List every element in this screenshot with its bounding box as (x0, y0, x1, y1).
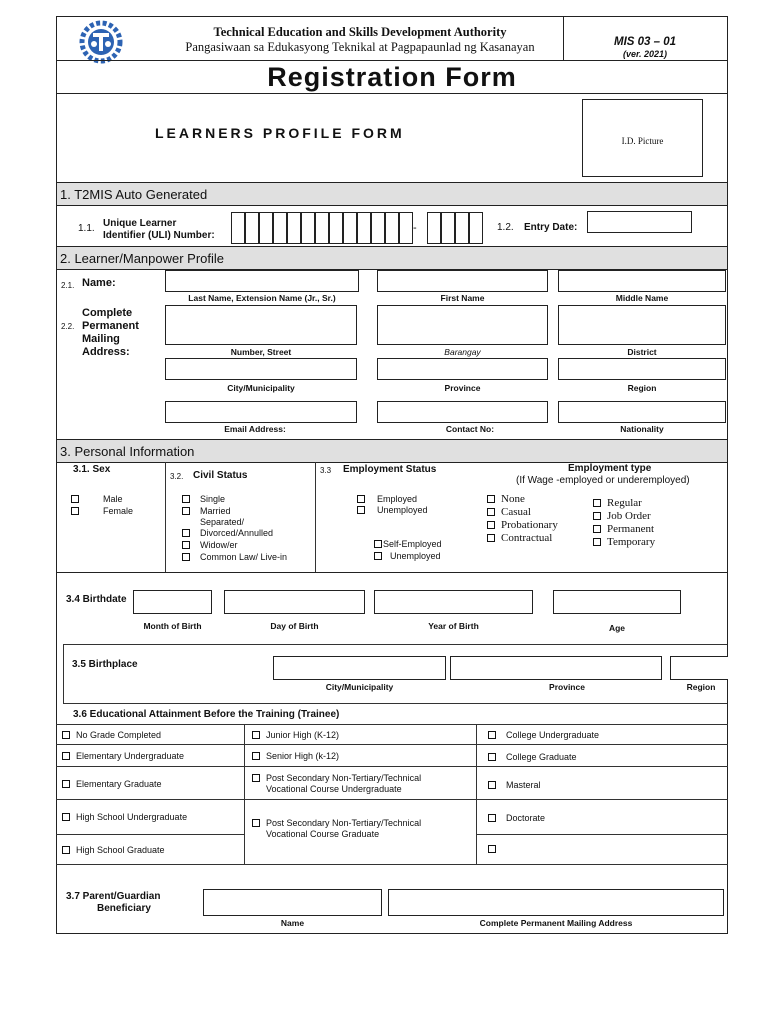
district-field[interactable] (558, 305, 726, 345)
id-picture-label: I.D. Picture (621, 136, 664, 146)
uli-digit-box[interactable] (455, 212, 469, 244)
employment-status-number: 3.3 (320, 466, 332, 475)
barangay-caption: Barangay (444, 347, 481, 357)
checkbox-icon[interactable] (487, 495, 495, 503)
checkbox-icon[interactable] (182, 507, 190, 515)
option-label: College Graduate (506, 752, 577, 762)
city-field[interactable] (165, 358, 357, 380)
address-label-1: Complete (82, 307, 133, 319)
civil-option-single[interactable] (182, 494, 225, 504)
emptype-option-casual[interactable] (487, 506, 531, 518)
form-code: MIS 03 – 01 (613, 36, 676, 48)
emptype-option-temporary[interactable] (593, 536, 655, 548)
sex-option-female[interactable] (71, 506, 133, 516)
uli-digit-box[interactable] (357, 212, 371, 244)
birthplace-region-caption: Region (686, 682, 716, 692)
street-caption: Number, Street (230, 347, 292, 357)
section-1-header: 1. T2MIS Auto Generated (57, 182, 727, 206)
uli-digit-box[interactable] (441, 212, 455, 244)
option-label: High School Undergraduate (76, 812, 188, 822)
tesda-logo (76, 20, 126, 64)
birthplace-city-field[interactable] (273, 656, 446, 680)
uli-number: 1.1. (78, 223, 95, 234)
uli-digit-box[interactable] (329, 212, 343, 244)
edu-junior-high[interactable] (252, 730, 339, 740)
checkbox-icon[interactable] (182, 529, 190, 537)
first-name-field[interactable] (377, 270, 548, 292)
civil-option-married[interactable] (182, 506, 231, 516)
birthplace-region-field[interactable] (670, 656, 728, 680)
option-label: Permanent (607, 523, 655, 535)
birth-month-field[interactable] (133, 590, 212, 614)
option-label: Elementary Graduate (76, 779, 162, 789)
employment-option-unemployed[interactable] (357, 505, 428, 515)
last-name-caption: Last Name, Extension Name (Jr., Sr.) (188, 293, 336, 303)
birth-day-field[interactable] (224, 590, 365, 614)
guardian-name-field[interactable] (203, 889, 382, 916)
birthplace-city-caption: City/Municipality (325, 682, 394, 692)
option-label: Widow/er (200, 540, 238, 550)
address-label-4: Address: (82, 346, 130, 358)
option-label: Post Secondary Non-Tertiary/Technical Vocational Course Graduate (266, 818, 422, 839)
province-caption: Province (444, 383, 481, 393)
employment-status-label: Employment Status (343, 464, 437, 475)
employment-option-self-employed[interactable] (374, 539, 442, 549)
option-label: Contractual (501, 532, 553, 544)
option-label: Employed (377, 494, 418, 504)
checkbox-icon[interactable] (62, 731, 70, 739)
checkbox-icon[interactable] (357, 495, 365, 503)
option-label: Post Secondary Non-Tertiary/Technical Vocational Course Undergraduate (266, 773, 422, 794)
edu-masteral[interactable] (488, 780, 541, 790)
guardian-label-line1: 3.7 Parent/Guardian (66, 891, 161, 902)
region-field[interactable] (558, 358, 726, 380)
email-caption: Email Address: (224, 424, 286, 434)
option-label: None (501, 493, 525, 505)
checkbox-icon[interactable] (62, 780, 70, 788)
employment-type-note: (If Wage -employed or underemployed) (516, 475, 690, 486)
middle-name-caption: Middle Name (615, 293, 669, 303)
option-label: Single (200, 494, 226, 504)
uli-digit-box[interactable] (231, 212, 245, 244)
nationality-field[interactable] (558, 401, 726, 423)
birth-year-field[interactable] (374, 590, 533, 614)
option-label: Self-Employed (383, 539, 442, 549)
edu-no-grade[interactable] (62, 730, 161, 740)
option-label: Regular (607, 497, 642, 509)
uli-label-line1: Unique Learner (103, 218, 177, 229)
option-label: Male (103, 494, 123, 504)
section-2-header: 2. Learner/Manpower Profile (57, 246, 727, 270)
checkbox-icon[interactable] (252, 731, 260, 739)
emptype-option-regular[interactable] (593, 497, 642, 509)
city-caption: City/Municipality (227, 383, 295, 393)
option-label: Married (200, 506, 231, 516)
form-subtitle: LEARNERS PROFILE FORM (155, 125, 405, 141)
middle-name-field[interactable] (558, 270, 726, 292)
checkbox-icon[interactable] (488, 781, 496, 789)
edu-elem-undergrad[interactable] (62, 751, 184, 761)
edu-college-grad[interactable] (488, 752, 577, 762)
checkbox-icon[interactable] (182, 495, 190, 503)
uli-digit-box[interactable] (315, 212, 329, 244)
guardian-address-field[interactable] (388, 889, 724, 916)
entry-label: Entry Date: (524, 222, 578, 233)
employment-option-unemployed-2[interactable] (374, 551, 441, 561)
last-name-field[interactable] (165, 270, 359, 292)
uli-label-line2: Identifier (ULI) Number: (103, 230, 215, 241)
guardian-label-line2: Beneficiary (97, 903, 151, 914)
option-label: Temporary (607, 536, 656, 548)
uli-digit-box[interactable] (385, 212, 399, 244)
checkbox-icon[interactable] (488, 731, 496, 739)
checkbox-icon[interactable] (182, 541, 190, 549)
checkbox-icon[interactable] (71, 507, 79, 515)
street-field[interactable] (165, 305, 357, 345)
option-label: Separated/ Divorced/Annulled (200, 517, 274, 538)
agency-name: Technical Education and Skills Development Authority (213, 25, 507, 39)
edu-college-undergrad[interactable] (488, 730, 599, 740)
nationality-caption: Nationality (620, 424, 664, 434)
uli-digit-box[interactable] (343, 212, 357, 244)
barangay-field[interactable] (377, 305, 548, 345)
emptype-option-job-order[interactable] (593, 510, 651, 522)
checkbox-icon[interactable] (487, 521, 495, 529)
uli-digit-box[interactable] (469, 212, 483, 244)
agency-name-filipino: Pangasiwaan sa Edukasyong Teknikal at Pagpapaunlad ng Kasanayan (185, 40, 535, 54)
checkbox-icon[interactable] (62, 813, 70, 821)
uli-digit-box[interactable] (273, 212, 287, 244)
emptype-option-permanent[interactable] (593, 523, 654, 535)
form-version: (ver. 2021) (622, 49, 668, 59)
employment-option-employed[interactable] (357, 494, 417, 504)
birthplace-province-caption: Province (549, 682, 585, 692)
option-label: Senior High (k-12) (266, 751, 340, 761)
checkbox-icon[interactable] (252, 752, 260, 760)
option-label: Unemployed (377, 505, 428, 515)
birthplace-label: 3.5 Birthplace (72, 659, 138, 670)
checkbox-icon[interactable] (357, 506, 365, 514)
checkbox-icon[interactable] (593, 538, 601, 546)
option-label: Common Law/ Live-in (200, 552, 288, 562)
option-label: Probationary (501, 519, 558, 531)
age-caption: Age (608, 623, 626, 633)
edu-senior-high[interactable] (252, 751, 339, 761)
edu-hs-undergrad[interactable] (62, 812, 187, 822)
checkbox-icon[interactable] (487, 534, 495, 542)
checkbox-icon[interactable] (252, 819, 260, 827)
option-label: Female (103, 506, 134, 516)
entry-number: 1.2. (497, 222, 514, 233)
edu-postsec-grad[interactable] (252, 818, 451, 840)
contact-caption: Contact No: (445, 424, 495, 434)
checkbox-icon[interactable] (374, 552, 382, 560)
first-name-caption: First Name (440, 293, 485, 303)
civil-option-widow[interactable] (182, 540, 238, 550)
guardian-name-caption: Name (280, 918, 305, 928)
edu-hs-grad[interactable] (62, 845, 165, 855)
birth-month-caption: Month of Birth (143, 621, 202, 631)
education-label: 3.6 Educational Attainment Before the Training (Trainee) (73, 709, 340, 720)
checkbox-icon[interactable] (593, 499, 601, 507)
edu-elem-grad[interactable] (62, 779, 162, 789)
address-label-2: Permanent (82, 320, 139, 332)
section-3-header: 3. Personal Information (57, 439, 727, 463)
option-label: Elementary Undergraduate (76, 751, 185, 761)
option-label: College Undergraduate (506, 730, 600, 740)
birth-day-caption: Day of Birth (270, 621, 319, 631)
checkbox-icon[interactable] (488, 753, 496, 761)
guardian-address-caption: Complete Permanent Mailing Address (479, 918, 633, 928)
option-label: Masteral (506, 780, 541, 790)
civil-option-separated[interactable] (182, 517, 282, 539)
province-field[interactable] (377, 358, 548, 380)
checkbox-icon[interactable] (488, 814, 496, 822)
uli-digit-box[interactable] (287, 212, 301, 244)
checkbox-icon[interactable] (488, 845, 496, 853)
option-label: No Grade Completed (76, 730, 162, 740)
checkbox-icon[interactable] (62, 752, 70, 760)
checkbox-icon[interactable] (593, 512, 601, 520)
checkbox-icon[interactable] (593, 525, 601, 533)
option-label: High School Graduate (76, 845, 165, 855)
birthdate-label: 3.4 Birthdate (66, 594, 127, 605)
edu-doctorate[interactable] (488, 813, 545, 823)
region-caption: Region (627, 383, 657, 393)
checkbox-icon[interactable] (252, 774, 260, 782)
uli-dash: - (413, 222, 417, 234)
sex-option-male[interactable] (71, 494, 123, 504)
option-label: Job Order (607, 510, 651, 522)
age-field[interactable] (553, 590, 681, 614)
civil-status-number: 3.2. (170, 472, 184, 481)
address-label-3: Mailing (82, 333, 120, 345)
uli-digit-box[interactable] (301, 212, 315, 244)
checkbox-icon[interactable] (374, 540, 382, 548)
sex-label: 3.1. Sex (73, 464, 111, 475)
uli-digit-box[interactable] (399, 212, 413, 244)
option-label: Casual (501, 506, 531, 518)
name-number: 2.1. (61, 281, 75, 290)
emptype-option-none[interactable] (487, 493, 525, 505)
name-label: Name: (82, 277, 116, 289)
checkbox-icon[interactable] (182, 553, 190, 561)
uli-digit-box[interactable] (371, 212, 385, 244)
option-label: Unemployed (390, 551, 441, 561)
birth-year-caption: Year of Birth (428, 621, 479, 631)
checkbox-icon[interactable] (62, 846, 70, 854)
emptype-option-probationary[interactable] (487, 519, 558, 531)
district-caption: District (627, 347, 657, 357)
civil-option-common-law[interactable] (182, 552, 287, 562)
birthplace-province-field[interactable] (450, 656, 662, 680)
edu-other-checkbox[interactable] (488, 845, 496, 853)
emptype-option-contractual[interactable] (487, 532, 552, 544)
entry-date-field[interactable] (587, 211, 692, 233)
uli-digit-box[interactable] (245, 212, 259, 244)
employment-type-label: Employment type (568, 463, 652, 474)
uli-digit-box[interactable] (259, 212, 273, 244)
form-title: Registration Form (267, 62, 517, 92)
edu-postsec-undergrad[interactable] (252, 773, 451, 795)
email-field[interactable] (165, 401, 357, 423)
address-number: 2.2. (61, 322, 75, 331)
checkbox-icon[interactable] (71, 495, 79, 503)
option-label: Junior High (K-12) (266, 730, 340, 740)
uli-digit-box[interactable] (427, 212, 441, 244)
option-label: Doctorate (506, 813, 546, 823)
checkbox-icon[interactable] (487, 508, 495, 516)
civil-status-label: Civil Status (193, 470, 248, 481)
contact-field[interactable] (377, 401, 548, 423)
